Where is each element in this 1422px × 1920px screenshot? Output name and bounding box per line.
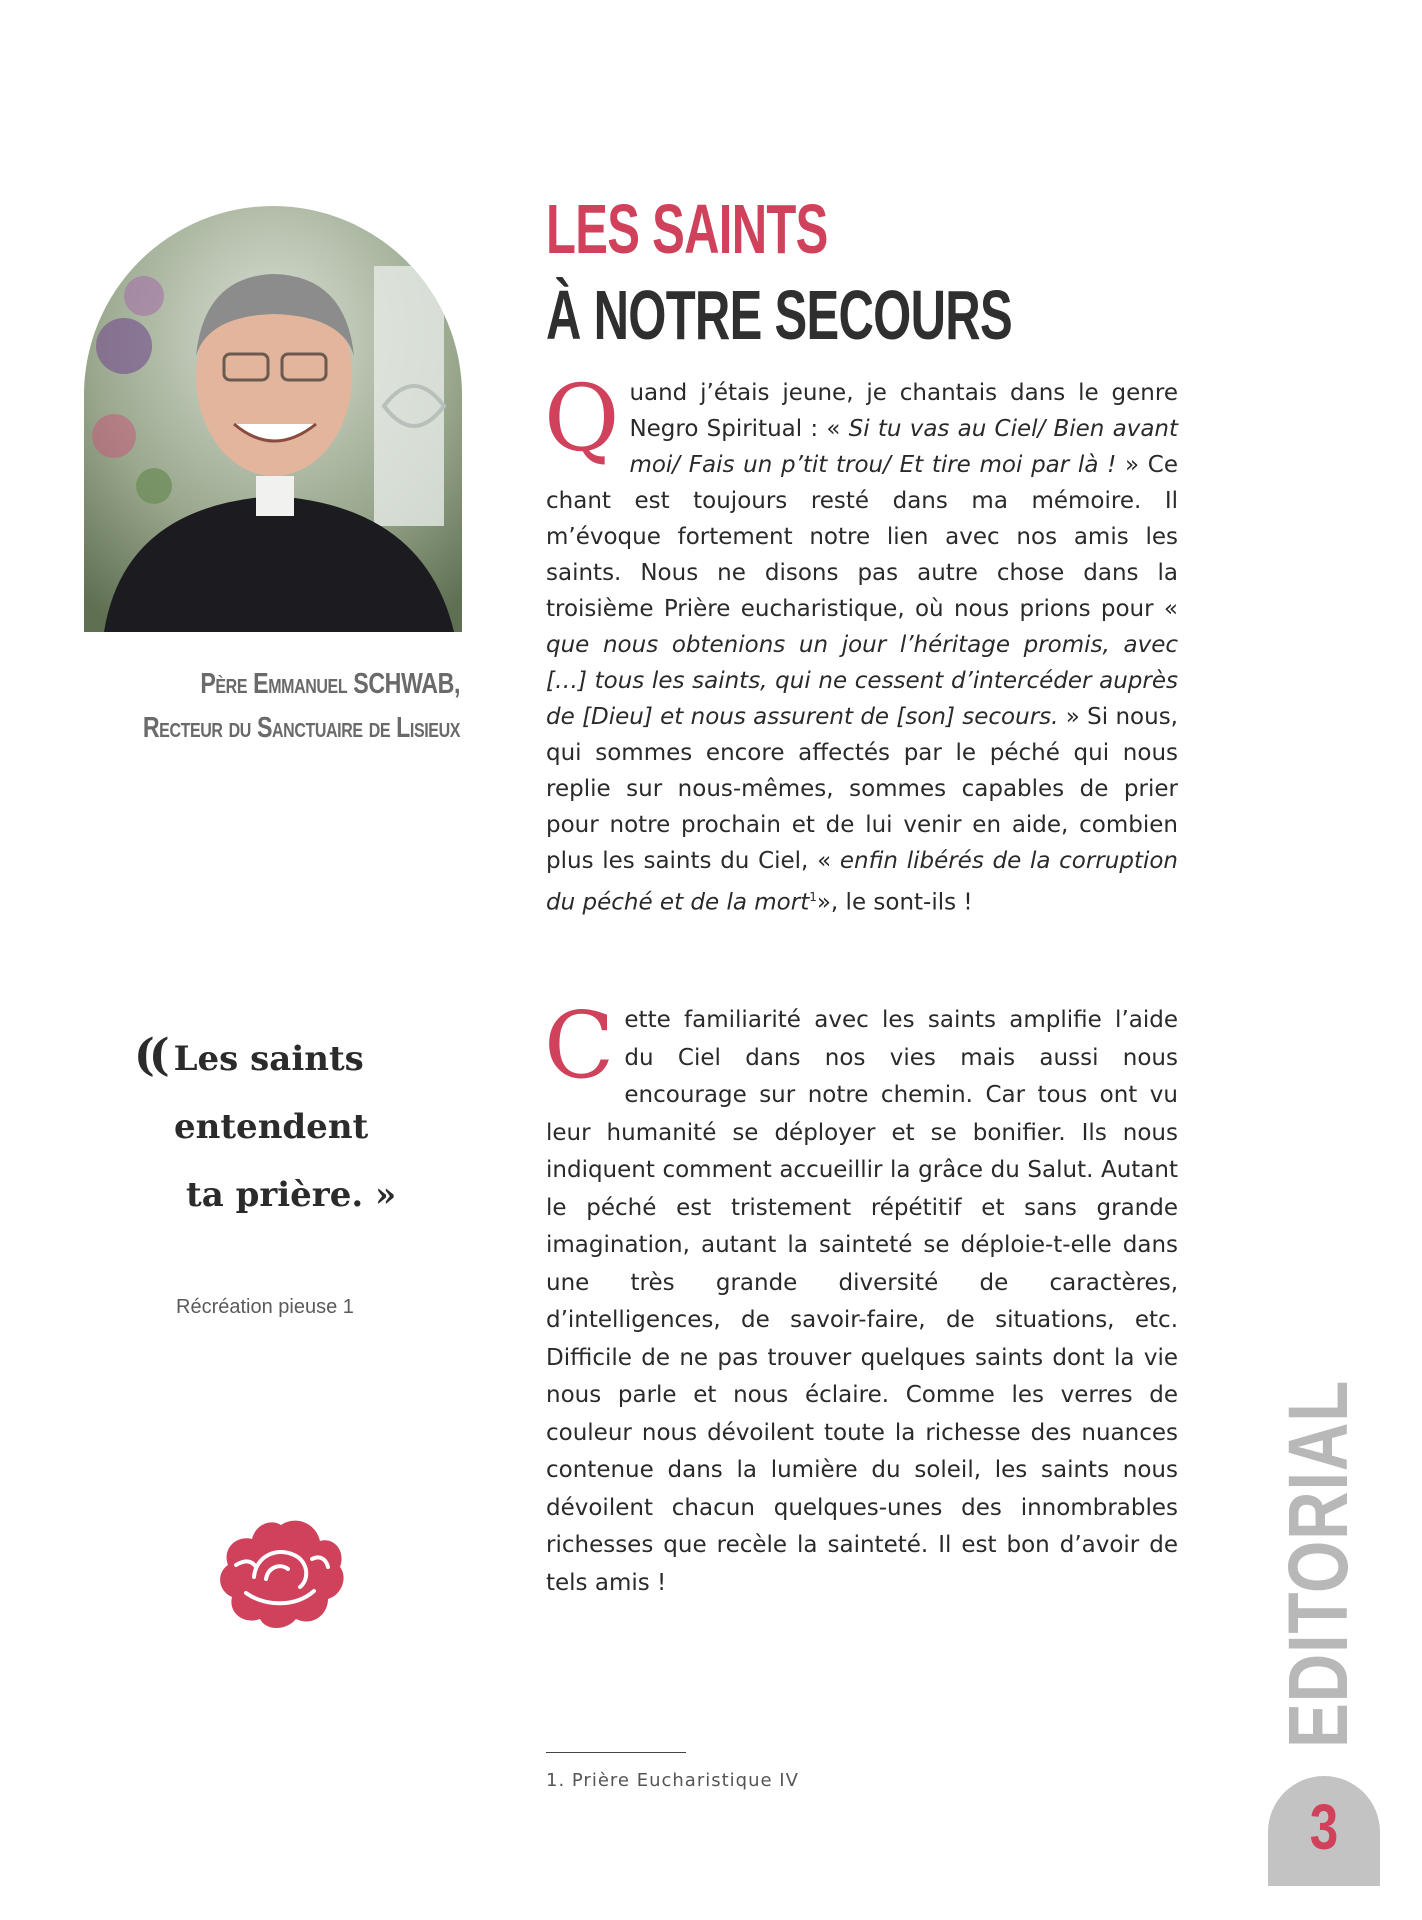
footnote: 1. Prière Eucharistique IV xyxy=(546,1770,799,1791)
author-caption xyxy=(140,662,460,750)
pull-quote-text-1: Les saints xyxy=(173,1039,364,1079)
pull-quote xyxy=(134,1022,464,1229)
section-label xyxy=(1271,1288,1365,1748)
paragraph-1-text-c: » Si nous, qui sommes encore affectés par le péché qui nous replie sur nous-mêmes, sommes capables de prier pour notre prochain et de lui venir en aide, combien plus les saints du Ciel, « xyxy=(546,704,1178,874)
close-quote-mark: » xyxy=(375,1175,397,1215)
author-role: Recteur du Sanctuaire de Lisieux xyxy=(142,712,460,744)
author-portrait xyxy=(84,206,462,632)
page-number: 3 xyxy=(1309,1791,1339,1863)
article-title xyxy=(546,186,1012,358)
footnote-divider xyxy=(546,1752,686,1753)
author-name: Père Emmanuel SCHWAB, xyxy=(200,668,460,700)
title-line-1: LES SAINTS xyxy=(546,190,828,268)
title-line-2: À NOTRE SECOURS xyxy=(546,276,1012,354)
section-label-text: EDITORIAL xyxy=(1271,1379,1365,1748)
footnote-ref[interactable]: 1 xyxy=(809,890,817,904)
pull-quote-line-2: entendent xyxy=(174,1107,369,1147)
paragraph-1-text-a: uand j’étais jeune, je chantais dans le genre Negro Spiritual : « xyxy=(629,380,1178,442)
dropcap-q: Q xyxy=(544,365,620,472)
paragraph-2-text: ette familiarité avec les saints amplifie l’aide du Ciel dans nos vies mais aussi nous encourage sur notre chemin. Car tous ont vu leur humanité se déployer et se bonifier. Ils nous indiquent comment accueillir la grâce du Salut. Autant le péché est tristement répétitif et sans grande imagination, autant la sainteté se déploie-t-elle dans une très grande diversité de caractères, d’intelligences, de savoir-faire, de situations, etc. Difficile de ne pas trouver quelques saints dont la vie nous parle et nous éclaire. Comme les verres de couleur nous dévoilent toute la richesse des nuances contenue dans la lumière du soleil, les saints nous dévoilent chacun quelques-unes des innombrables richesses que recèle la sainteté. Il est bon d’avoir de tels amis ! xyxy=(546,1007,1178,1596)
paragraph-1-text-d: », le sont-ils ! xyxy=(816,889,973,916)
paragraph-1 xyxy=(544,365,1179,921)
paragraph-1-quote-liberes: enfin libérés de la corruption du péché et de la mort xyxy=(546,848,1178,916)
paragraph-1-text-b: » Ce chant est toujours resté dans ma mémoire. Il m’évoque fortement notre lien avec nos amis les saints. Nous ne disons pas autre chose dans la troisième Prière eucharistique, où nous prions pour « xyxy=(546,452,1178,622)
pull-quote-line-3 xyxy=(134,1161,464,1229)
paragraph-2 xyxy=(544,992,1178,1602)
open-quote-mark: (( xyxy=(134,1030,164,1081)
pull-quote-line-1 xyxy=(134,1022,464,1093)
rose-icon xyxy=(216,1515,346,1633)
paragraph-1-quote-prayer: que nous obtenions un jour l’héritage promis, avec […] tous les saints, qui ne cessent d’intercéder auprès de [Dieu] et nous assurent de [son] secours. xyxy=(546,632,1178,730)
portrait-photo xyxy=(84,206,462,632)
pull-quote-source: Récréation pieuse 1 xyxy=(176,1296,354,1318)
pull-quote-text-3: ta prière. xyxy=(186,1175,364,1215)
dropcap-c: C xyxy=(544,992,615,1099)
paragraph-1-quote-song: Si tu vas au Ciel/ Bien avant moi/ Fais un p’tit trou/ Et tire moi par là ! xyxy=(629,416,1179,478)
